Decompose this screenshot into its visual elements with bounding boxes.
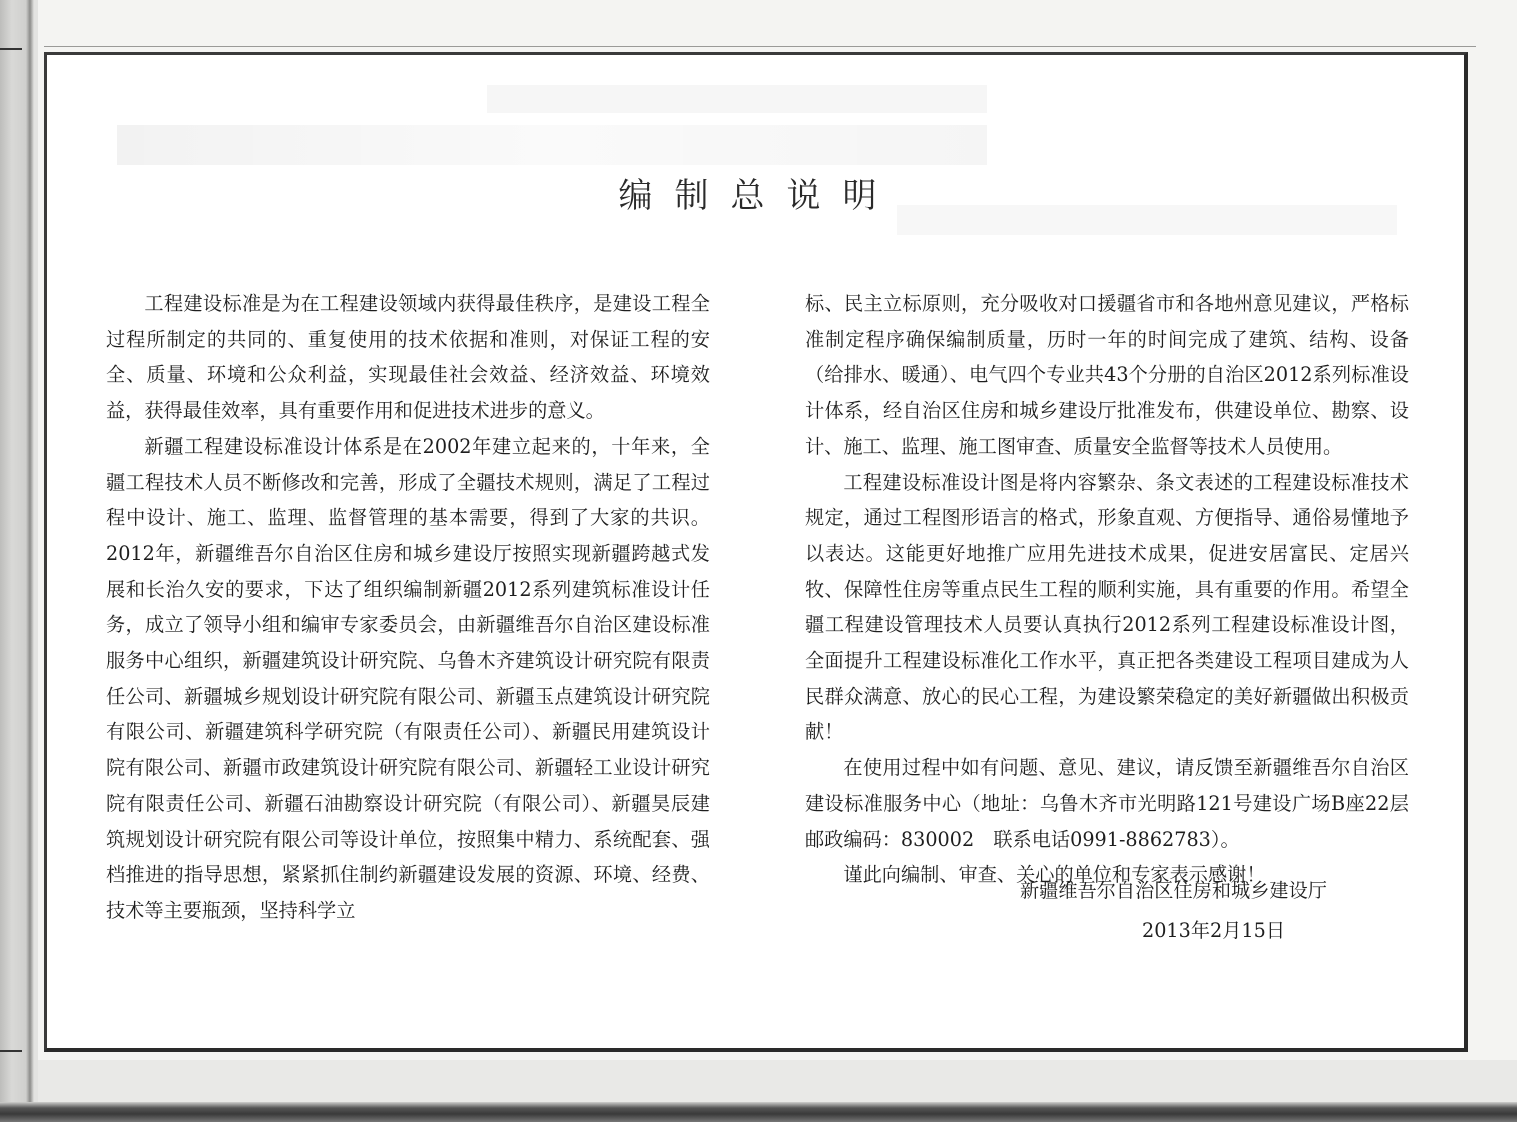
paragraph: 新疆工程建设标准设计体系是在2002年建立起来的，十年来，全疆工程技术人员不断修改和完善，形成了全疆技术规则，满足了工程过程中设计、施工、监理、监督管理的基本需要，得到了大家的共识。2012年，新疆维吾尔自治区住房和城乡建设厅按照实现新疆跨越式发展和长治久安的要求，下达了组织编制新疆2012系列建筑标准设计任务，成立了领导小组和编审专家委员会，由新疆维吾尔自治区建设标准服务中心组织，新疆建筑设计研究院、乌鲁木齐建筑设计研究院有限责任公司、新疆城乡规划设计研究院有限公司、新疆玉点建筑设计研究院有限公司、新疆建筑科学研究院（有限责任公司）、新疆民用建筑设计院有限公司、新疆市政建筑设计研究院有限公司、新疆轻工业设计研究院有限责任公司、新疆石油勘察设计研究院（有限公司）、新疆昊辰建筑规划设计研究院有限公司等设计单位，按照集中精力、系统配套、强档推进的指导思想，紧紧抓住制约新疆建设发展的资源、环境、经费、技术等主要瓶颈，坚持科学立 [106, 434, 710, 922]
scan-edge-bottom-margin [38, 1060, 1517, 1102]
paragraph: 工程建设标准设计图是将内容繁杂、条文表述的工程建设标准技术规定，通过工程图形语言的格式，形象直观、方便指导、通俗易懂地予以表达。这能更好地推广应用先进技术成果，促进安居富民、定居兴牧、保障性住房等重点民生工程的顺利实施，具有重要的作用。希望全疆工程建设管理技术人员要认真执行2012系列工程建设标准设计图，全面提升工程建设标准化工作水平，真正把各类建设工程项目建成为人民群众满意、放心的民心工程，为建设繁荣稳定的美好新疆做出积极贡献！ [805, 470, 1409, 744]
scan-edge-mark-top [0, 48, 22, 50]
paragraph: 在使用过程中如有问题、意见、建议，请反馈至新疆维吾尔自治区建设标准服务中心（地址：乌鲁木齐市光明路121号建设广场B座22层 邮政编码：830002 联系电话0991-8862783）。 [805, 756, 1409, 851]
page-title: 编制总说明 [618, 176, 899, 216]
show-through-shading-2 [487, 85, 987, 113]
paragraph: 谨此向编制、审查、关心的单位和专家表示感谢！ [843, 863, 1266, 887]
scan-edge-top-line [44, 46, 1476, 47]
scan-edge-bottom [0, 1102, 1517, 1122]
signature-date: 2013年2月15日 [1142, 919, 1286, 942]
show-through-shading [117, 125, 987, 165]
right-column [805, 286, 1409, 893]
signature-organization: 新疆维吾尔自治区住房和城乡建设厅 [1020, 879, 1327, 902]
paragraph-continuation: 标、民主立标原则，充分吸收对口援疆省市和各地州意见建议，严格标准制定程序确保编制质量，历时一年的时间完成了建筑、结构、设备（给排水、暖通）、电气四个专业共43个分册的自治区2012系列标准设计体系，经自治区住房和城乡建设厅批准发布，供建设单位、勘察、设计、施工、监理、施工图审查、质量安全监督等技术人员使用。 [805, 292, 1409, 458]
scan-edge-mark-bottom [0, 1050, 22, 1052]
paragraph: 工程建设标准是为在工程建设领域内获得最佳秩序，是建设工程全过程所制定的共同的、重复使用的技术依据和准则，对保证工程的安全、质量、环境和公众利益，实现最佳社会效益、经济效益、环境效益，获得最佳效率，具有重要作用和促进技术进步的意义。 [106, 292, 710, 423]
left-column [106, 286, 710, 929]
